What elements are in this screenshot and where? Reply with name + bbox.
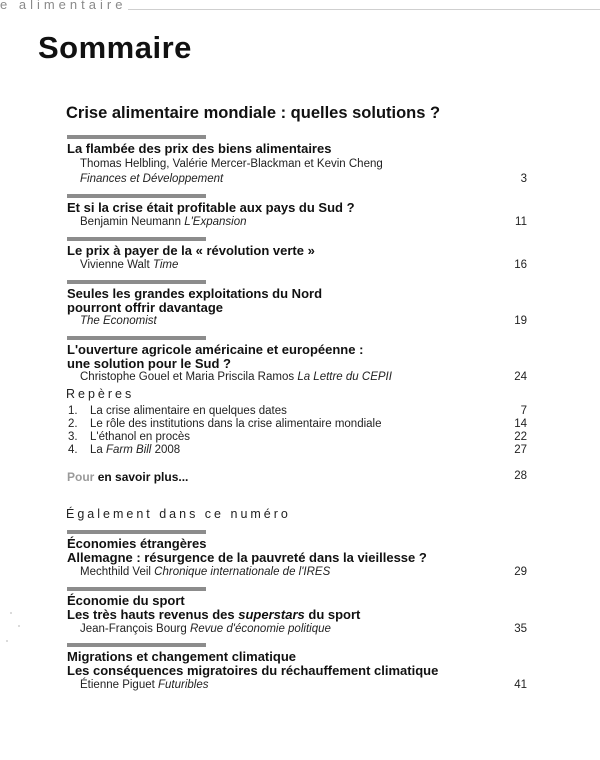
- article-page-number: 16: [514, 259, 527, 271]
- article-source: The Economist: [80, 315, 157, 327]
- scan-speck: [6, 640, 8, 642]
- article-title[interactable]: La flambée des prix des biens alimentaires: [67, 141, 332, 156]
- repere-page-number: 27: [514, 444, 527, 456]
- article-title[interactable]: Les conséquences migratoires du réchauffement climatique: [67, 663, 439, 678]
- running-head: e alimentaire: [0, 0, 127, 12]
- article-title[interactable]: Seules les grandes exploitations du Nord pourront offrir davantage: [67, 286, 323, 315]
- article-authors-source: Jean-François Bourg Revue d'économie politique: [80, 623, 331, 635]
- repere-title[interactable]: La crise alimentaire en quelques dates: [90, 405, 287, 417]
- article-authors-source: Vivienne Walt Time: [80, 259, 179, 271]
- section-bar: [67, 336, 206, 340]
- article-page-number: 35: [514, 623, 527, 635]
- section-bar: [67, 237, 206, 241]
- section-bar: [67, 194, 206, 198]
- section-bar: [67, 587, 206, 591]
- more-info-page-number: 28: [514, 470, 527, 482]
- article-title[interactable]: Le prix à payer de la « révolution verte »: [67, 243, 315, 258]
- repere-number: 2.: [68, 418, 78, 430]
- article-page-number: 11: [515, 216, 527, 228]
- article-authors-source: Mechthild Veil Chronique internationale de l'IRES: [80, 566, 331, 578]
- rubric-title: Économie du sport: [67, 593, 185, 608]
- section-bar: [67, 135, 206, 139]
- article-title[interactable]: Les très hauts revenus des superstars du sport: [67, 607, 361, 622]
- article-page-number: 29: [514, 566, 527, 578]
- repere-title[interactable]: La Farm Bill 2008: [90, 444, 181, 456]
- article-page-number: 3: [520, 173, 527, 185]
- scan-speck: [18, 625, 20, 627]
- article-page-number: 19: [514, 315, 527, 327]
- article-authors: Thomas Helbling, Valérie Mercer-Blackman et Kevin Cheng: [80, 158, 383, 170]
- article-page-number: 41: [514, 679, 527, 691]
- section-bar: [67, 280, 206, 284]
- article-title[interactable]: Allemagne : résurgence de la pauvreté dans la vieillesse ?: [67, 550, 427, 565]
- also-in-issue-label: Également dans ce numéro: [66, 507, 291, 521]
- repere-number: 1.: [68, 405, 78, 417]
- article-source: Finances et Développement: [80, 173, 224, 185]
- rubric-title: Migrations et changement climatique: [67, 649, 296, 664]
- rubric-title: Économies étrangères: [67, 536, 207, 551]
- repere-page-number: 7: [520, 405, 527, 417]
- repere-number: 3.: [68, 431, 78, 443]
- article-title[interactable]: Et si la crise était profitable aux pays du Sud ?: [67, 200, 355, 215]
- repere-page-number: 14: [514, 418, 527, 430]
- header-rule: [128, 9, 600, 10]
- section-bar: [67, 530, 206, 534]
- section-bar: [67, 643, 206, 647]
- reperes-label: Repères: [66, 387, 135, 401]
- article-authors-source: Étienne Piguet Futuribles: [80, 679, 209, 691]
- scan-speck: [10, 612, 12, 614]
- article-authors-source: Benjamin Neumann L'Expansion: [80, 216, 247, 228]
- article-authors-source: Christophe Gouel et Maria Priscila Ramos La Lettre du CEPII: [80, 371, 392, 383]
- page-title: Sommaire: [38, 30, 192, 65]
- repere-title[interactable]: Le rôle des institutions dans la crise alimentaire mondiale: [90, 418, 382, 430]
- more-info-link[interactable]: Pour en savoir plus...: [67, 470, 189, 484]
- repere-title[interactable]: L'éthanol en procès: [90, 431, 191, 443]
- repere-number: 4.: [68, 444, 78, 456]
- article-title[interactable]: L'ouverture agricole américaine et européenne : une solution pour le Sud ?: [67, 342, 364, 371]
- article-page-number: 24: [514, 371, 527, 383]
- repere-page-number: 22: [514, 431, 527, 443]
- dossier-title: Crise alimentaire mondiale : quelles solutions ?: [66, 104, 441, 122]
